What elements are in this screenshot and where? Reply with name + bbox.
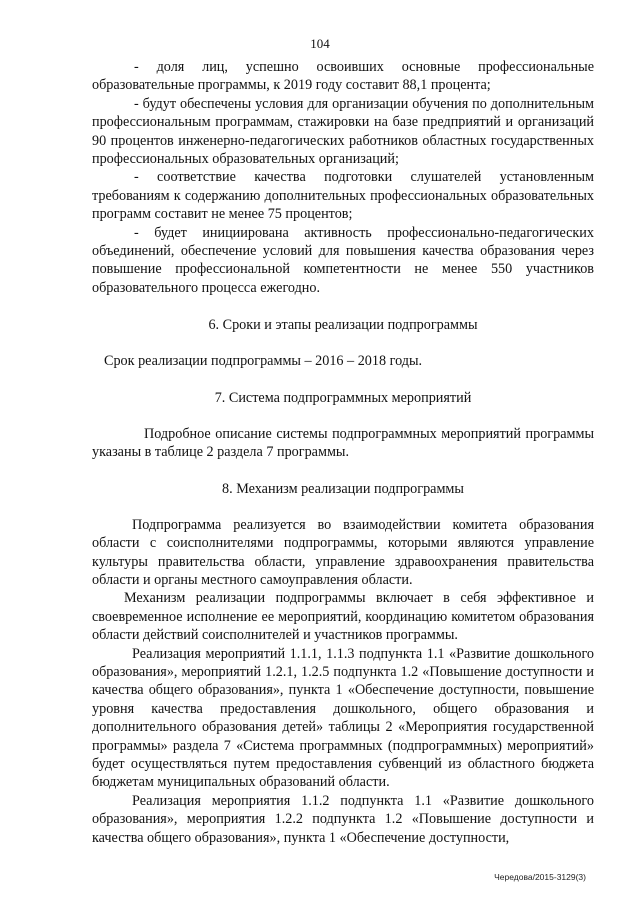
bullet-item: - будет инициирована активность профессионально-педагогических объединений, обеспечение условий для повышения качества образования через повышение профессиональной компетентности не менее 550 участников образовательного процесса ежегодно. [92,224,594,296]
section-heading: 8. Механизм реализации подпрограммы [222,481,464,498]
paragraph: Реализация мероприятий 1.1.1, 1.1.3 подпункта 1.1 «Развитие дошкольного образования», мероприятий 1.2.1, 1.2.5 подпункта 1.2 «Повышение доступности и качества общего образования», пункта 1 «Обеспечение доступности, повышение уровня качества предоставления дошкольного, общего образования и дополнительного образования детей» таблицы 2 «Мероприятия государственной программы» раздела 7 «Система программных (подпрограммных) мероприятий» будет осуществляться путем предоставления субвенций из областного бюджета бюджетам муниципальных образований области. [92,645,594,791]
page-body [92,58,594,847]
section-heading: 7. Система подпрограммных мероприятий [214,390,472,407]
section-text: Подробное описание системы подпрограммных мероприятий программы указаны в таблице 2 раздела 7 программы. [92,425,594,460]
paragraph: Реализация мероприятия 1.1.2 подпункта 1.1 «Развитие дошкольного образования», мероприятия 1.2.2 подпункта 1.2 «Повышение доступности и качества общего образования», пункта 1 «Обеспечение доступности, [92,792,594,846]
bullet-item: - доля лиц, успешно освоивших основные профессиональные образовательные программы, к 2019 году составит 88,1 процента; [92,59,594,94]
section-text: Срок реализации подпрограммы – 2016 – 2018 годы. [104,352,423,369]
paragraph: Механизм реализации подпрограммы включает в себя эффективное и своевременное исполнение ее мероприятий, координацию комитетом образования области действий соисполнителей и участников программы. [92,590,594,644]
bullet-item: - будут обеспечены условия для организации обучения по дополнительным профессиональным программам, стажировки на базе предприятий и организаций 90 процентов инженерно-педагогических работников областных государственных профессиональных образовательных организаций; [92,95,594,168]
footer-code: Чередова/2015-3129(3) [494,872,586,882]
paragraph: Подпрограмма реализуется во взаимодействии комитета образования области с соисполнителями подпрограммы, которыми являются управление культуры правительства области, управление здравоохранения правительства области и органы местного самоуправления области. [92,516,594,588]
section-heading: 6. Сроки и этапы реализации подпрограммы [208,317,478,334]
bullet-item: - соответствие качества подготовки слушателей установленным требованиям к содержанию дополнительных профессиональных образовательных программ составит не менее 75 процентов; [92,169,594,223]
page-number: 104 [310,36,330,51]
